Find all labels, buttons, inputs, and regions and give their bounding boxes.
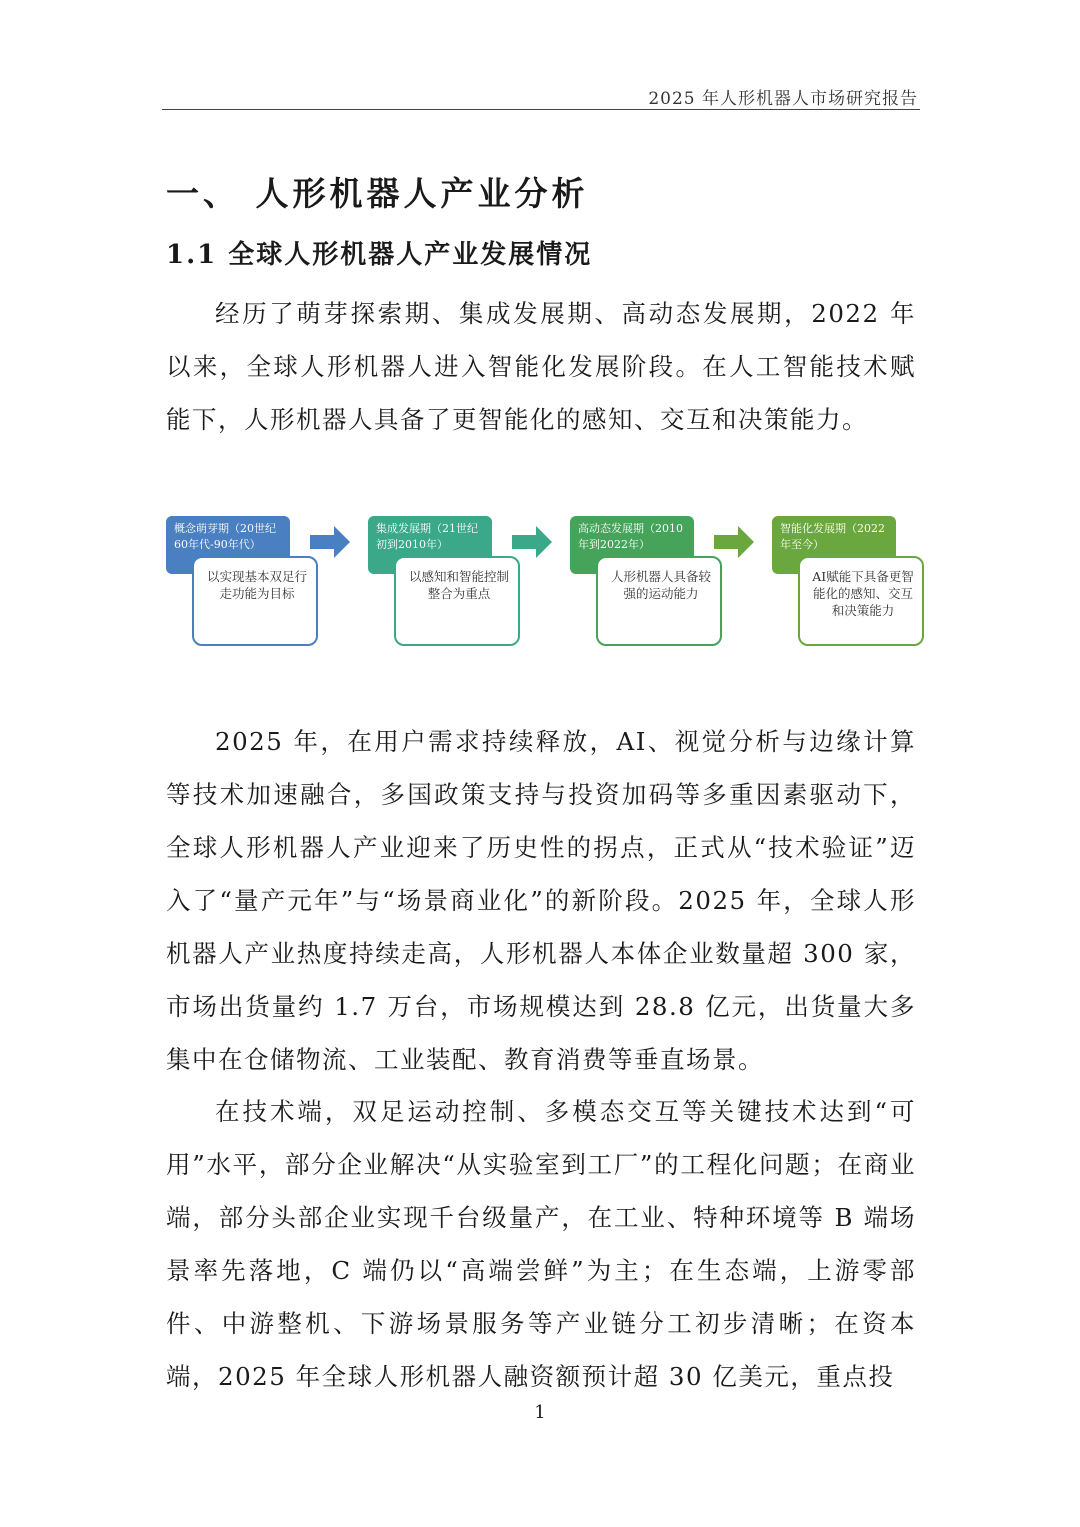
arrow-right-icon [512,526,552,558]
section-title: 一、 人形机器人产业分析 [166,174,589,213]
arrow-right-icon [714,526,754,558]
paragraph-technology: 在技术端，双足运动控制、多模态交互等关键技术达到“可用”水平，部分企业解决“从实验室到工厂”的工程化问题；在商业端，部分头部企业实现千台级量产，在工业、特种环境等 B 端场景率先落地，C 端仍以“高端尝鲜”为主；在生态端，上游零部件、中游整机、下游场景服务等产业链分工初步清晰；在资本端，2025 年全球人形机器人融资额预计超 30 亿美元，重点投 [166,1097,916,1391]
stage-2 [368,516,522,651]
paragraph-intro: 经历了萌芽探索期、集成发展期、高动态发展期，2022 年以来，全球人形机器人进入智能化发展阶段。在人工智能技术赋能下，人形机器人具备了更智能化的感知、交互和决策能力。 [166,299,916,434]
header-divider [162,109,920,110]
stage-1 [166,516,320,651]
stage-2-phase: 集成发展期（21世纪初到2010年） [368,516,492,574]
stage-4-desc: AI赋能下具备更智能化的感知、交互和决策能力 [798,556,924,646]
stage-3 [570,516,724,651]
development-stages-diagram [166,516,926,651]
stage-4-phase: 智能化发展期（2022年至今） [772,516,896,574]
stage-3-phase: 高动态发展期（2010年到2022年） [570,516,694,574]
subsection-title: 1.1 全球人形机器人产业发展情况 [166,240,593,270]
page-number: 1 [534,1402,546,1423]
paragraph-2025-market: 2025 年，在用户需求持续释放，AI、视觉分析与边缘计算等技术加速融合，多国政策支持与投资加码等多重因素驱动下，全球人形机器人产业迎来了历史性的拐点，正式从“技术验证”迈入了“量产元年”与“场景商业化”的新阶段。2025 年，全球人形机器人产业热度持续走高，人形机器人本体企业数量超 300 家，市场出货量约 1.7 万台，市场规模达到 28.8 亿元，出货量大多集中在仓储物流、工业装配、教育消费等垂直场景。 [166,727,916,1074]
stage-1-phase: 概念萌芽期（20世纪60年代-90年代） [166,516,290,574]
stage-1-desc: 以实现基本双足行走功能为目标 [192,556,318,646]
header-title: 2025 年人形机器人市场研究报告 [648,89,918,109]
stage-4 [772,516,926,651]
stage-3-desc: 人形机器人具备较强的运动能力 [596,556,722,646]
stage-2-desc: 以感知和智能控制整合为重点 [394,556,520,646]
arrow-right-icon [310,526,350,558]
